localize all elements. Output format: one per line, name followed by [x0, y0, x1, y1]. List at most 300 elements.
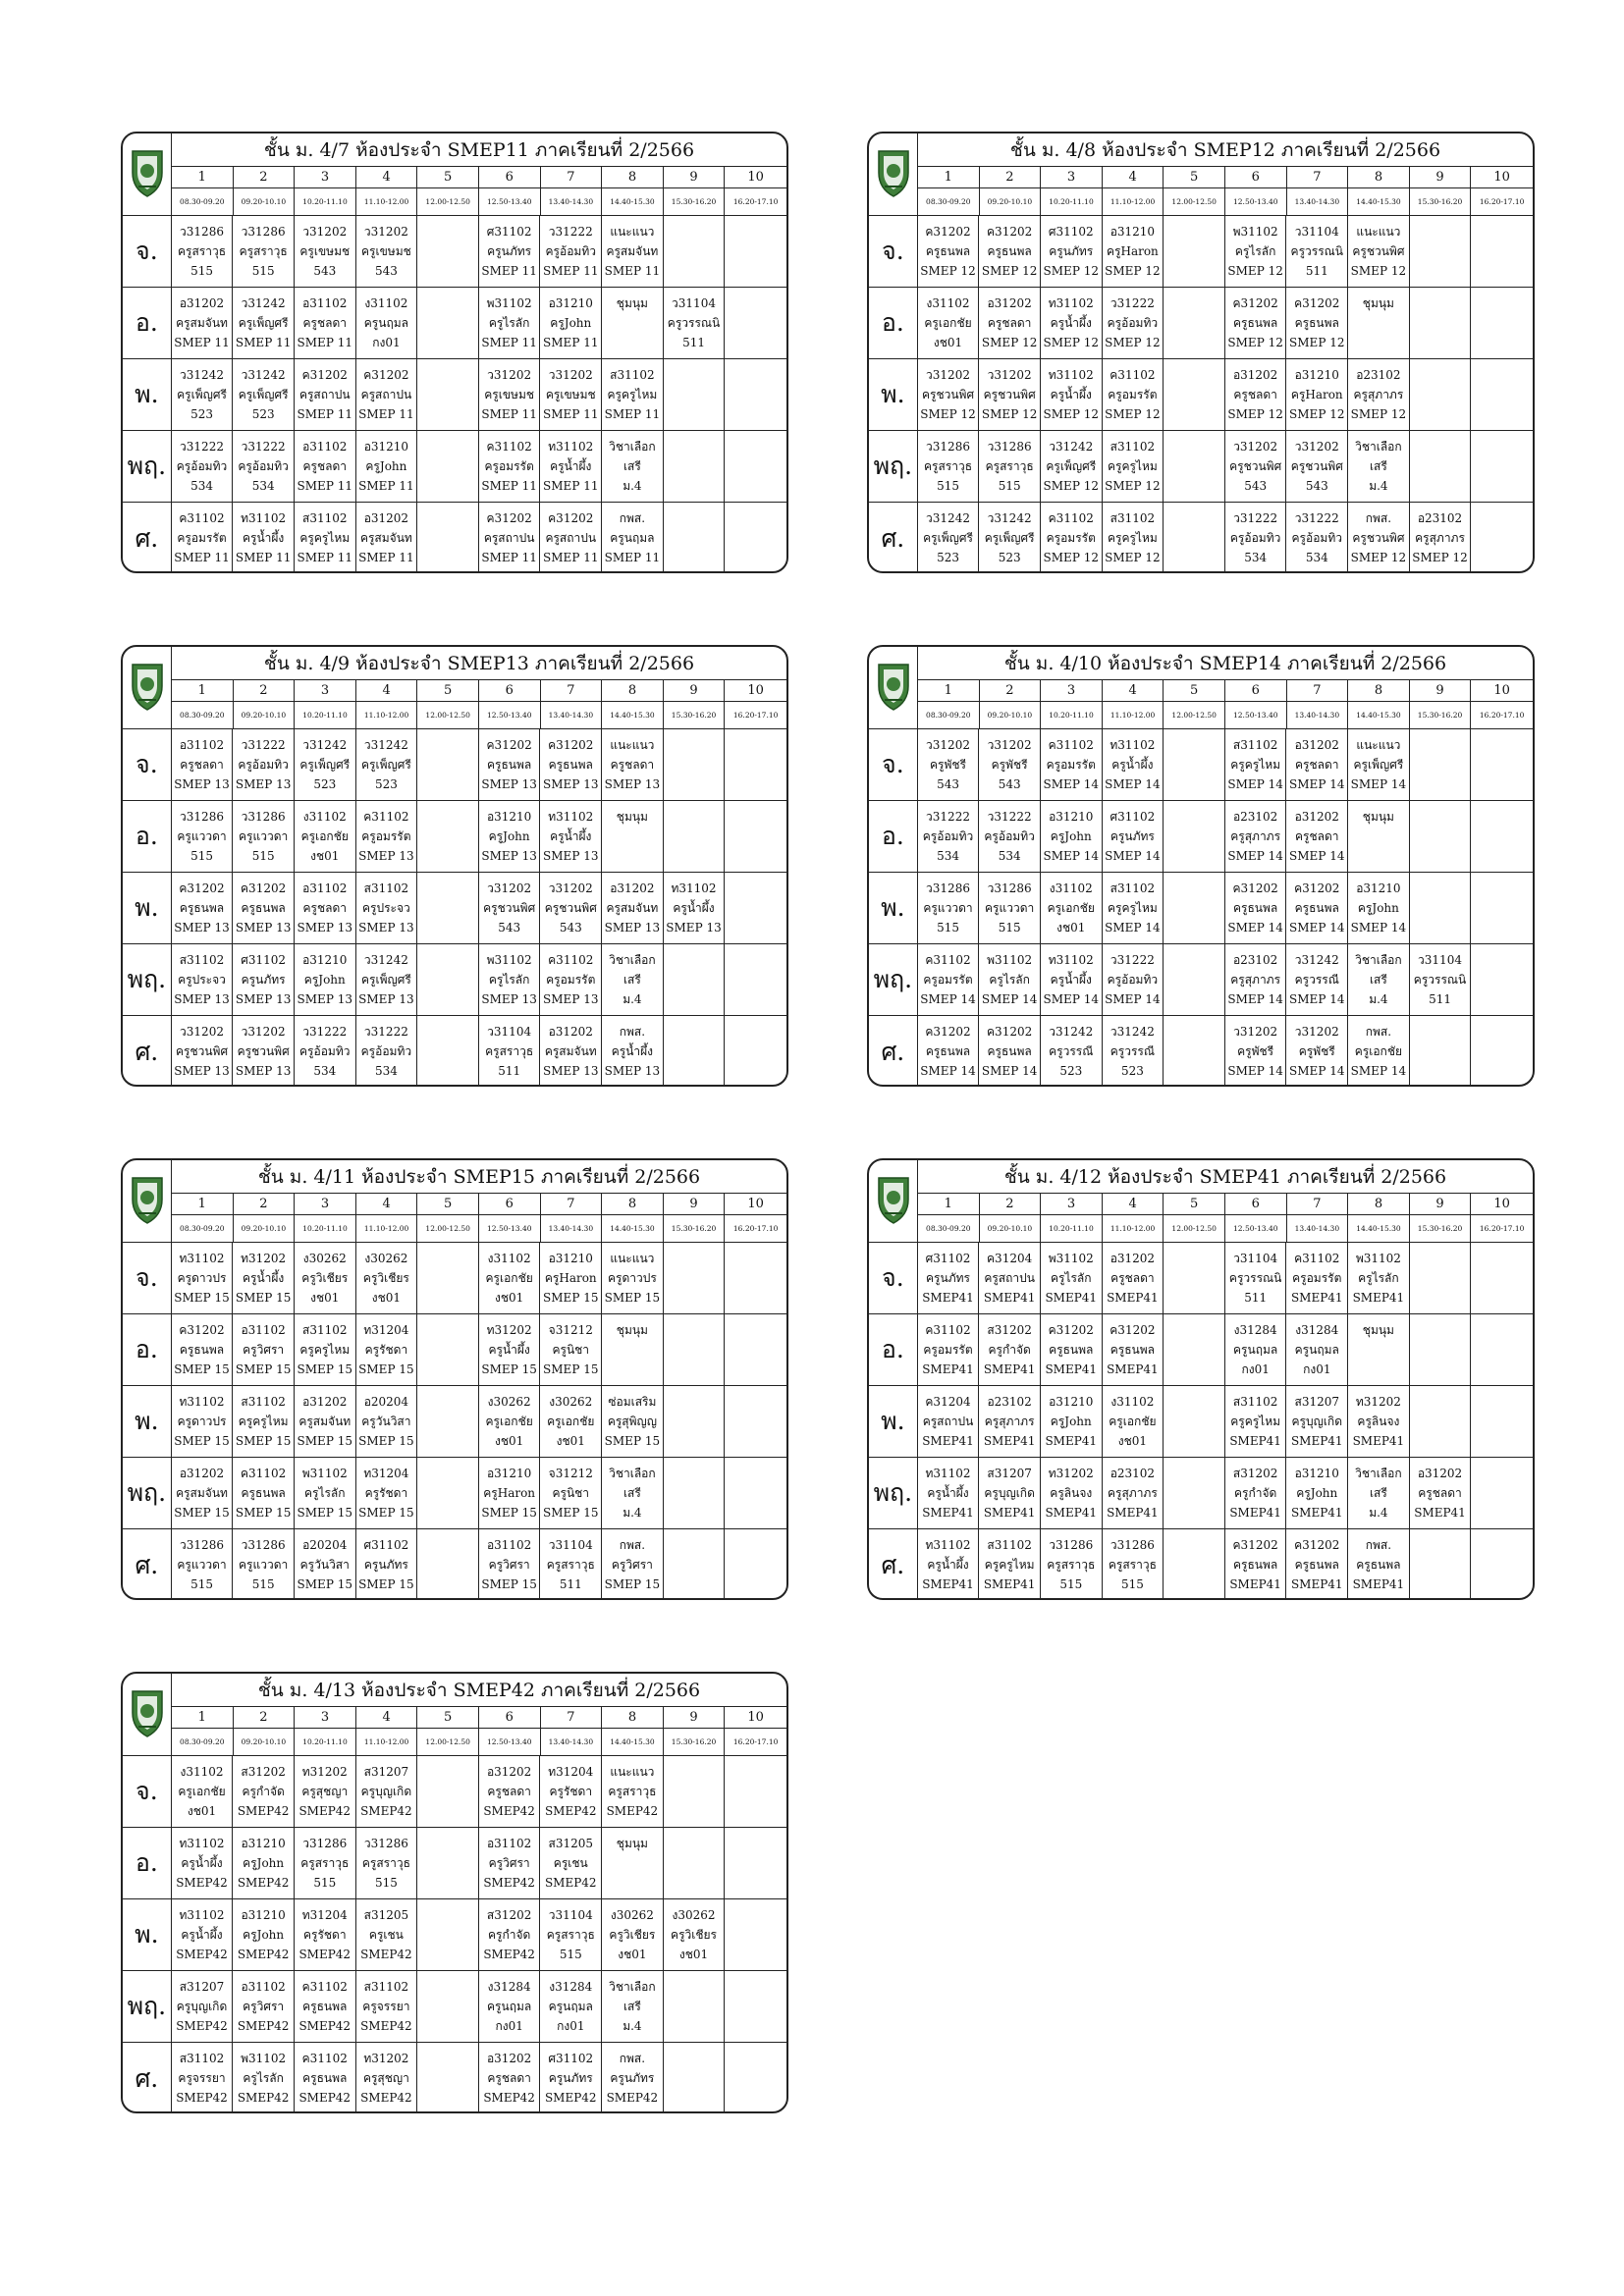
cell-line: ท31102	[925, 1467, 971, 1480]
schedule-cell	[356, 1529, 418, 1600]
period-number: 3	[295, 1194, 356, 1214]
schedule-cell	[918, 503, 980, 573]
period-number-row	[172, 1707, 786, 1729]
schedule-cell	[540, 1458, 602, 1528]
schedule-cell	[1471, 801, 1533, 872]
day-row	[123, 1243, 786, 1314]
cell-line: ว31286	[241, 225, 286, 239]
period-number: 10	[747, 1197, 764, 1211]
cell-line: กพส.	[619, 1538, 646, 1552]
day-row	[869, 1314, 1533, 1386]
cell-line: ว31202	[363, 225, 408, 239]
cell-line: SMEP 13	[174, 921, 230, 934]
period-time: 15.30-16.20	[1410, 1215, 1472, 1242]
cell-line: ครูเพ็ญศรี	[238, 316, 289, 330]
timetable-title: ชั้น ม. 4/8 ห้องประจำ SMEP12 ภาคเรียนที่ 2/2566	[918, 133, 1533, 167]
schedule-cell	[540, 1529, 602, 1600]
period-time: 13.40-14.30	[541, 1729, 603, 1755]
cell-line: 515	[190, 1577, 213, 1591]
period-number: 4	[356, 1194, 418, 1214]
period-time: 13.40-14.30	[1287, 702, 1349, 728]
day-label: อ.	[123, 288, 172, 358]
cell-line: อ31210	[241, 1837, 286, 1850]
schedule-cell	[479, 1016, 541, 1087]
schedule-cell	[602, 216, 664, 287]
schedule-cell	[725, 1971, 786, 2042]
schedule-cell	[918, 1314, 980, 1385]
day-row	[869, 944, 1533, 1016]
cell-line: SMEP 12	[920, 407, 976, 421]
schedule-cell	[295, 1529, 356, 1600]
period-time: 08.30-09.20	[172, 188, 234, 215]
schedule-cell	[479, 729, 541, 800]
day-row	[123, 1529, 786, 1600]
cell-line: SMEP 11	[297, 336, 352, 349]
schedule-cell	[295, 1828, 356, 1898]
cell-line: SMEP 12	[1227, 264, 1283, 278]
cell-line: 523	[374, 777, 398, 791]
cell-line: ครูชลดา	[487, 1785, 531, 1798]
schedule-cell	[1348, 801, 1410, 872]
day-row	[123, 288, 786, 359]
cell-line: ชุมนุม	[616, 296, 648, 310]
cell-line: ครูเอกชัย	[300, 829, 349, 843]
cell-line: SMEP42	[360, 1948, 412, 1961]
schedule-cell	[1103, 801, 1164, 872]
cell-line: ครูอ้อมทิว	[238, 459, 289, 473]
cell-line: ส31102	[179, 953, 225, 967]
cell-line: SMEP 11	[481, 264, 537, 278]
cell-line: SMEP 13	[358, 849, 414, 863]
school-logo	[869, 647, 918, 729]
timetable-card	[121, 1672, 788, 2113]
cell-line	[602, 846, 663, 866]
cell-line: ว31286	[1110, 1538, 1155, 1552]
schedule-cell	[540, 729, 602, 800]
cell-line: ว31242	[180, 368, 224, 382]
cell-line: ครูอ้อมทิว	[545, 244, 596, 258]
cell-line: SMEP 12	[1289, 407, 1345, 421]
cell-line: ครูสุพิญญ	[607, 1415, 657, 1428]
period-time: 12.50-13.40	[1225, 1215, 1287, 1242]
cell-line: 515	[190, 849, 213, 863]
period-number: 1	[918, 680, 980, 701]
cell-line: ครูน้ำผึ้ง	[1050, 388, 1092, 401]
schedule-cell	[540, 1243, 602, 1313]
day-label: จ.	[869, 1243, 918, 1313]
cell-line: ครูวิศรา	[488, 1856, 530, 1870]
cell-line: SMEP41	[1107, 1506, 1159, 1520]
day-label: อ.	[123, 1314, 172, 1385]
cell-line: อ23102	[1356, 368, 1401, 382]
cell-line: SMEP 14	[1227, 992, 1283, 1006]
period-time: 08.30-09.20	[172, 1729, 234, 1755]
schedule-cell	[979, 1314, 1041, 1385]
schedule-cell	[295, 1756, 356, 1827]
cell-line: ครูครูไหม	[1230, 758, 1281, 772]
schedule-cell	[417, 1899, 479, 1970]
period-time: 16.20-17.10	[1479, 197, 1525, 206]
cell-line: ค31202	[1294, 1538, 1340, 1552]
cell-line: เสรี	[623, 1486, 641, 1500]
cell-line: อ20204	[363, 1395, 409, 1409]
cell-line: SMEP 14	[1227, 849, 1283, 863]
schedule-cell	[1041, 1243, 1103, 1313]
day-label: พ.	[123, 359, 172, 430]
period-number: 8	[602, 167, 664, 187]
schedule-cell	[725, 1756, 786, 1827]
period-number-row	[172, 167, 786, 188]
cell-line: ครูบุญเกิด	[1291, 1415, 1342, 1428]
period-time: 09.20-10.10	[234, 188, 296, 215]
cell-line: ง30262	[610, 1908, 654, 1922]
cell-line: ครูน้ำผึ้ง	[550, 829, 592, 843]
cell-line: SMEP42	[606, 2091, 659, 2105]
schedule-cell	[1041, 431, 1103, 502]
schedule-cell	[1471, 1243, 1533, 1313]
cell-line: ครูดาวปร	[177, 1271, 227, 1285]
cell-line: ครูพัชรี	[991, 758, 1028, 772]
cell-line: SMEP42	[237, 1948, 290, 1961]
cell-line: ง31102	[1110, 1395, 1155, 1409]
schedule-cell	[417, 1458, 479, 1528]
cell-line: ชุมนุม	[1362, 296, 1394, 310]
cell-line: งช01	[310, 1291, 340, 1305]
cell-line: เสรี	[1369, 1486, 1387, 1500]
schedule-cell	[602, 1899, 664, 1970]
period-time: 10.20-11.10	[295, 702, 356, 728]
cell-line: แนะแนว	[610, 1252, 655, 1265]
schedule-cell	[725, 288, 786, 358]
cell-line: 515	[251, 264, 275, 278]
cell-line: ครูนิชา	[552, 1343, 590, 1357]
cell-line: ว31202	[1233, 1025, 1278, 1039]
schedule-cell	[295, 1016, 356, 1087]
cell-line: ว31202	[548, 881, 593, 895]
cell-line: SMEP 12	[1350, 264, 1407, 278]
schedule-cell	[1348, 216, 1410, 287]
cell-line	[1348, 313, 1409, 333]
cell-line: ครูอมรรัต	[923, 1343, 973, 1357]
schedule-cell	[540, 1314, 602, 1385]
schedule-cell	[295, 431, 356, 502]
schedule-cell	[356, 359, 418, 430]
schedule-cell	[1041, 801, 1103, 872]
cell-line: ครูชวนพิศ	[921, 388, 975, 401]
day-row	[869, 1016, 1533, 1087]
cell-line: ว31222	[363, 1025, 408, 1039]
cell-line: SMEP 13	[604, 1064, 661, 1078]
schedule-cell	[979, 431, 1041, 502]
day-label: ศ.	[123, 2043, 172, 2113]
cell-line: SMEP 15	[174, 1506, 230, 1520]
period-number: 9	[664, 680, 726, 701]
schedule-cell	[1410, 1458, 1472, 1528]
cell-line: ครูเพ็ญศรี	[177, 388, 227, 401]
cell-line: ครูอ้อมทิว	[238, 758, 289, 772]
cell-line: ว31222	[1294, 511, 1339, 525]
schedule-cell	[1471, 1458, 1533, 1528]
schedule-cell	[1410, 1243, 1472, 1313]
period-time: 13.40-14.30	[541, 188, 603, 215]
schedule-cell	[1286, 1243, 1348, 1313]
schedule-cell	[540, 431, 602, 502]
cell-line: SMEP 12	[1105, 479, 1161, 493]
cell-line: ครูสราวุธ	[485, 1044, 534, 1058]
cell-line: กง01	[495, 2019, 523, 2033]
cell-line: งช01	[1117, 1434, 1148, 1448]
timetable-title: ชั้น ม. 4/13 ห้องประจำ SMEP42 ภาคเรียนที่ 2/2566	[172, 1674, 786, 1707]
schedule-cell	[479, 2043, 541, 2113]
cell-line: ครูสราวุธ	[300, 1856, 350, 1870]
cell-line: 543	[559, 921, 582, 934]
schedule-cell	[1225, 873, 1287, 943]
cell-line: เสรี	[623, 459, 641, 473]
schedule-cell	[1471, 359, 1533, 430]
cell-line: ครูวิเชียร	[609, 1928, 656, 1942]
cell-line: จ31212	[548, 1467, 593, 1480]
schedule-cell	[979, 1529, 1041, 1600]
schedule-cell	[417, 944, 479, 1015]
cell-line: ครูครูไหม	[238, 1415, 289, 1428]
cell-line: ครูบุญเกิด	[360, 1785, 412, 1798]
cell-line: ส31102	[363, 1980, 409, 1994]
schedule-cell	[1410, 1529, 1472, 1600]
cell-line: ค31202	[987, 1025, 1033, 1039]
cell-line: ครูสราวุธ	[1108, 1558, 1157, 1572]
period-time: 14.40-15.30	[1348, 188, 1410, 215]
day-row	[123, 873, 786, 944]
cell-line: SMEP 13	[543, 849, 599, 863]
schedule-cell	[725, 1529, 786, 1600]
cell-line: ครูสราวุธ	[546, 1558, 595, 1572]
cell-line: อ23102	[1232, 810, 1278, 824]
cell-line: ท31102	[925, 1538, 971, 1552]
cell-line: SMEP42	[360, 1804, 412, 1818]
schedule-cell	[918, 873, 980, 943]
cell-line: อ31102	[486, 1837, 532, 1850]
cell-line: ครูครูไหม	[1107, 459, 1158, 473]
cell-line: ครูเอกชัย	[1047, 901, 1095, 915]
cell-line: ครูรัชดา	[549, 1785, 593, 1798]
cell-line: ว31202	[487, 368, 532, 382]
schedule-cell	[1225, 1243, 1287, 1313]
cell-line: พ31102	[1048, 1252, 1094, 1265]
schedule-cell	[664, 801, 726, 872]
period-number: 6	[1225, 680, 1287, 701]
cell-line: ครูเพ็ญศรี	[923, 531, 973, 545]
schedule-cell	[295, 2043, 356, 2113]
cell-line: ว31242	[363, 953, 408, 967]
cell-line: SMEP 12	[1043, 336, 1099, 349]
cell-line: พ31102	[301, 1467, 348, 1480]
cell-line: อ31202	[1294, 738, 1339, 752]
schedule-cell	[1225, 801, 1287, 872]
schedule-cell	[1164, 1314, 1225, 1385]
cell-line: พ31102	[486, 953, 532, 967]
cell-line: ม.4	[623, 2019, 642, 2033]
schedule-cell	[1103, 873, 1164, 943]
schedule-cell	[233, 1828, 295, 1898]
cell-line: ครูอมรรัต	[1046, 758, 1096, 772]
schedule-cell	[1348, 288, 1410, 358]
cell-line: ครูธนพล	[1110, 1343, 1156, 1357]
schedule-cell	[540, 801, 602, 872]
cell-line: ครูธนพล	[241, 901, 286, 915]
cell-line: ท31202	[1355, 1395, 1401, 1409]
schedule-cell	[233, 1756, 295, 1827]
schedule-cell	[1225, 1458, 1287, 1528]
schedule-cell	[479, 1756, 541, 1827]
schedule-cell	[602, 1458, 664, 1528]
cell-line: ครูวรรณนิ	[1290, 244, 1343, 258]
schedule-cell	[295, 1243, 356, 1313]
period-number: 8	[602, 1707, 664, 1728]
cell-line: SMEP42	[176, 2091, 228, 2105]
schedule-cell	[725, 1828, 786, 1898]
cell-line: ครูสถาปน	[298, 388, 351, 401]
cell-line: ครูแววดา	[239, 1558, 289, 1572]
schedule-cell	[233, 944, 295, 1015]
cell-line: ค31202	[301, 368, 348, 382]
cell-line: SMEP42	[483, 1876, 535, 1890]
schedule-cell	[664, 1016, 726, 1087]
cell-line: ค31102	[241, 1467, 287, 1480]
schedule-cell	[233, 801, 295, 872]
cell-line	[602, 313, 663, 333]
schedule-cell	[1041, 1016, 1103, 1087]
schedule-cell	[356, 1016, 418, 1087]
cell-line: อ31210	[486, 1467, 532, 1480]
cell-line: ว31222	[1110, 953, 1155, 967]
schedule-cell	[295, 359, 356, 430]
schedule-cell	[1471, 431, 1533, 502]
cell-line: ค31204	[987, 1252, 1033, 1265]
day-row	[123, 1828, 786, 1899]
cell-line: 515	[998, 921, 1021, 934]
schedule-cell	[1164, 288, 1225, 358]
cell-line: ครูวิศรา	[243, 2000, 285, 2013]
schedule-cell	[1348, 503, 1410, 573]
cell-line: กพส.	[619, 1025, 646, 1039]
schedule-cell	[172, 873, 234, 943]
schedule-cell	[664, 1314, 726, 1385]
cell-line: SMEP 13	[235, 992, 292, 1006]
cell-line: ส31102	[610, 368, 655, 382]
period-number: 4	[356, 680, 418, 701]
period-time: 09.20-10.10	[234, 1729, 296, 1755]
period-time: 15.30-16.20	[664, 188, 726, 215]
period-number: 2	[234, 680, 296, 701]
schedule-cell	[540, 288, 602, 358]
cell-line: กง01	[1303, 1362, 1331, 1376]
schedule-cell	[479, 431, 541, 502]
day-label: อ.	[123, 1828, 172, 1898]
period-time-row	[918, 188, 1533, 216]
schedule-cell	[356, 431, 418, 502]
schedule-cell	[979, 216, 1041, 287]
cell-line: ครูนฤมล	[610, 531, 655, 545]
cell-line: 511	[1429, 992, 1451, 1006]
period-number: 8	[602, 1194, 664, 1214]
cell-line	[602, 1853, 663, 1873]
cell-line: ค31102	[179, 511, 225, 525]
schedule-cell	[172, 288, 234, 358]
cell-line: ครูนฤมล	[487, 2000, 532, 2013]
cell-line: ครูสราวุธ	[361, 1856, 410, 1870]
cell-line: SMEP42	[360, 2019, 412, 2033]
cell-line: SMEP 14	[1043, 849, 1099, 863]
cell-line: ม.4	[623, 992, 642, 1006]
schedule-cell	[356, 288, 418, 358]
schedule-cell	[540, 1016, 602, 1087]
cell-line: ครูนฤมล	[363, 316, 408, 330]
period-number: 9	[1410, 680, 1472, 701]
cell-line: ครูกำจัด	[487, 1928, 531, 1942]
schedule-cell	[1164, 729, 1225, 800]
cell-line: งช01	[495, 1291, 524, 1305]
cell-line: SMEP 14	[1289, 1064, 1345, 1078]
day-row	[123, 729, 786, 801]
cell-line: ครูรัชดา	[364, 1486, 408, 1500]
timetable-card	[867, 1158, 1535, 1600]
schedule-cell	[172, 1314, 234, 1385]
period-number: 7	[541, 1194, 603, 1214]
cell-line: ครูประจว	[362, 901, 410, 915]
cell-line: ครูเพ็ญศรี	[1046, 459, 1097, 473]
cell-line: SMEP 15	[358, 1362, 414, 1376]
schedule-cell	[1410, 216, 1472, 287]
schedule-cell	[725, 873, 786, 943]
cell-line: SMEP41	[1414, 1506, 1466, 1520]
cell-line: ว31286	[241, 810, 286, 824]
schedule-cell	[172, 944, 234, 1015]
day-label: พ.	[869, 1386, 918, 1457]
cell-line: ครูธนพล	[1356, 1558, 1401, 1572]
cell-line: ท31102	[671, 881, 717, 895]
schedule-cell	[1103, 1458, 1164, 1528]
cell-line: ครูอ้อมทิว	[1229, 531, 1281, 545]
schedule-cell	[233, 1458, 295, 1528]
cell-line: งช01	[371, 1291, 402, 1305]
schedule-cell	[417, 1314, 479, 1385]
cell-line: SMEP42	[298, 1804, 352, 1818]
cell-line: ว31104	[1418, 953, 1462, 967]
schedule-cell	[1041, 1386, 1103, 1457]
period-time: 15.30-16.20	[1410, 702, 1472, 728]
cell-line: ครูบุญเกิด	[984, 1486, 1035, 1500]
cell-line: 534	[251, 479, 275, 493]
cell-line: SMEP 15	[358, 1577, 414, 1591]
cell-line: SMEP 15	[358, 1434, 414, 1448]
cell-line: อ31202	[1417, 1467, 1463, 1480]
cell-line: ว31202	[487, 881, 532, 895]
cell-line: ครูนภัทร	[487, 244, 532, 258]
schedule-cell	[1348, 944, 1410, 1015]
schedule-cell	[1164, 873, 1225, 943]
schedule-cell	[233, 1899, 295, 1970]
schedule-cell	[664, 1899, 726, 1970]
cell-line: ง30262	[364, 1252, 408, 1265]
cell-line: อ31102	[179, 738, 225, 752]
cell-line: งช01	[1056, 921, 1086, 934]
period-number: 2	[234, 1194, 296, 1214]
period-number: 2	[980, 167, 1042, 187]
period-time: 12.00-12.50	[417, 188, 479, 215]
schedule-cell	[1410, 431, 1472, 502]
schedule-cell	[1286, 431, 1348, 502]
period-time: 11.10-12.00	[356, 1729, 418, 1755]
